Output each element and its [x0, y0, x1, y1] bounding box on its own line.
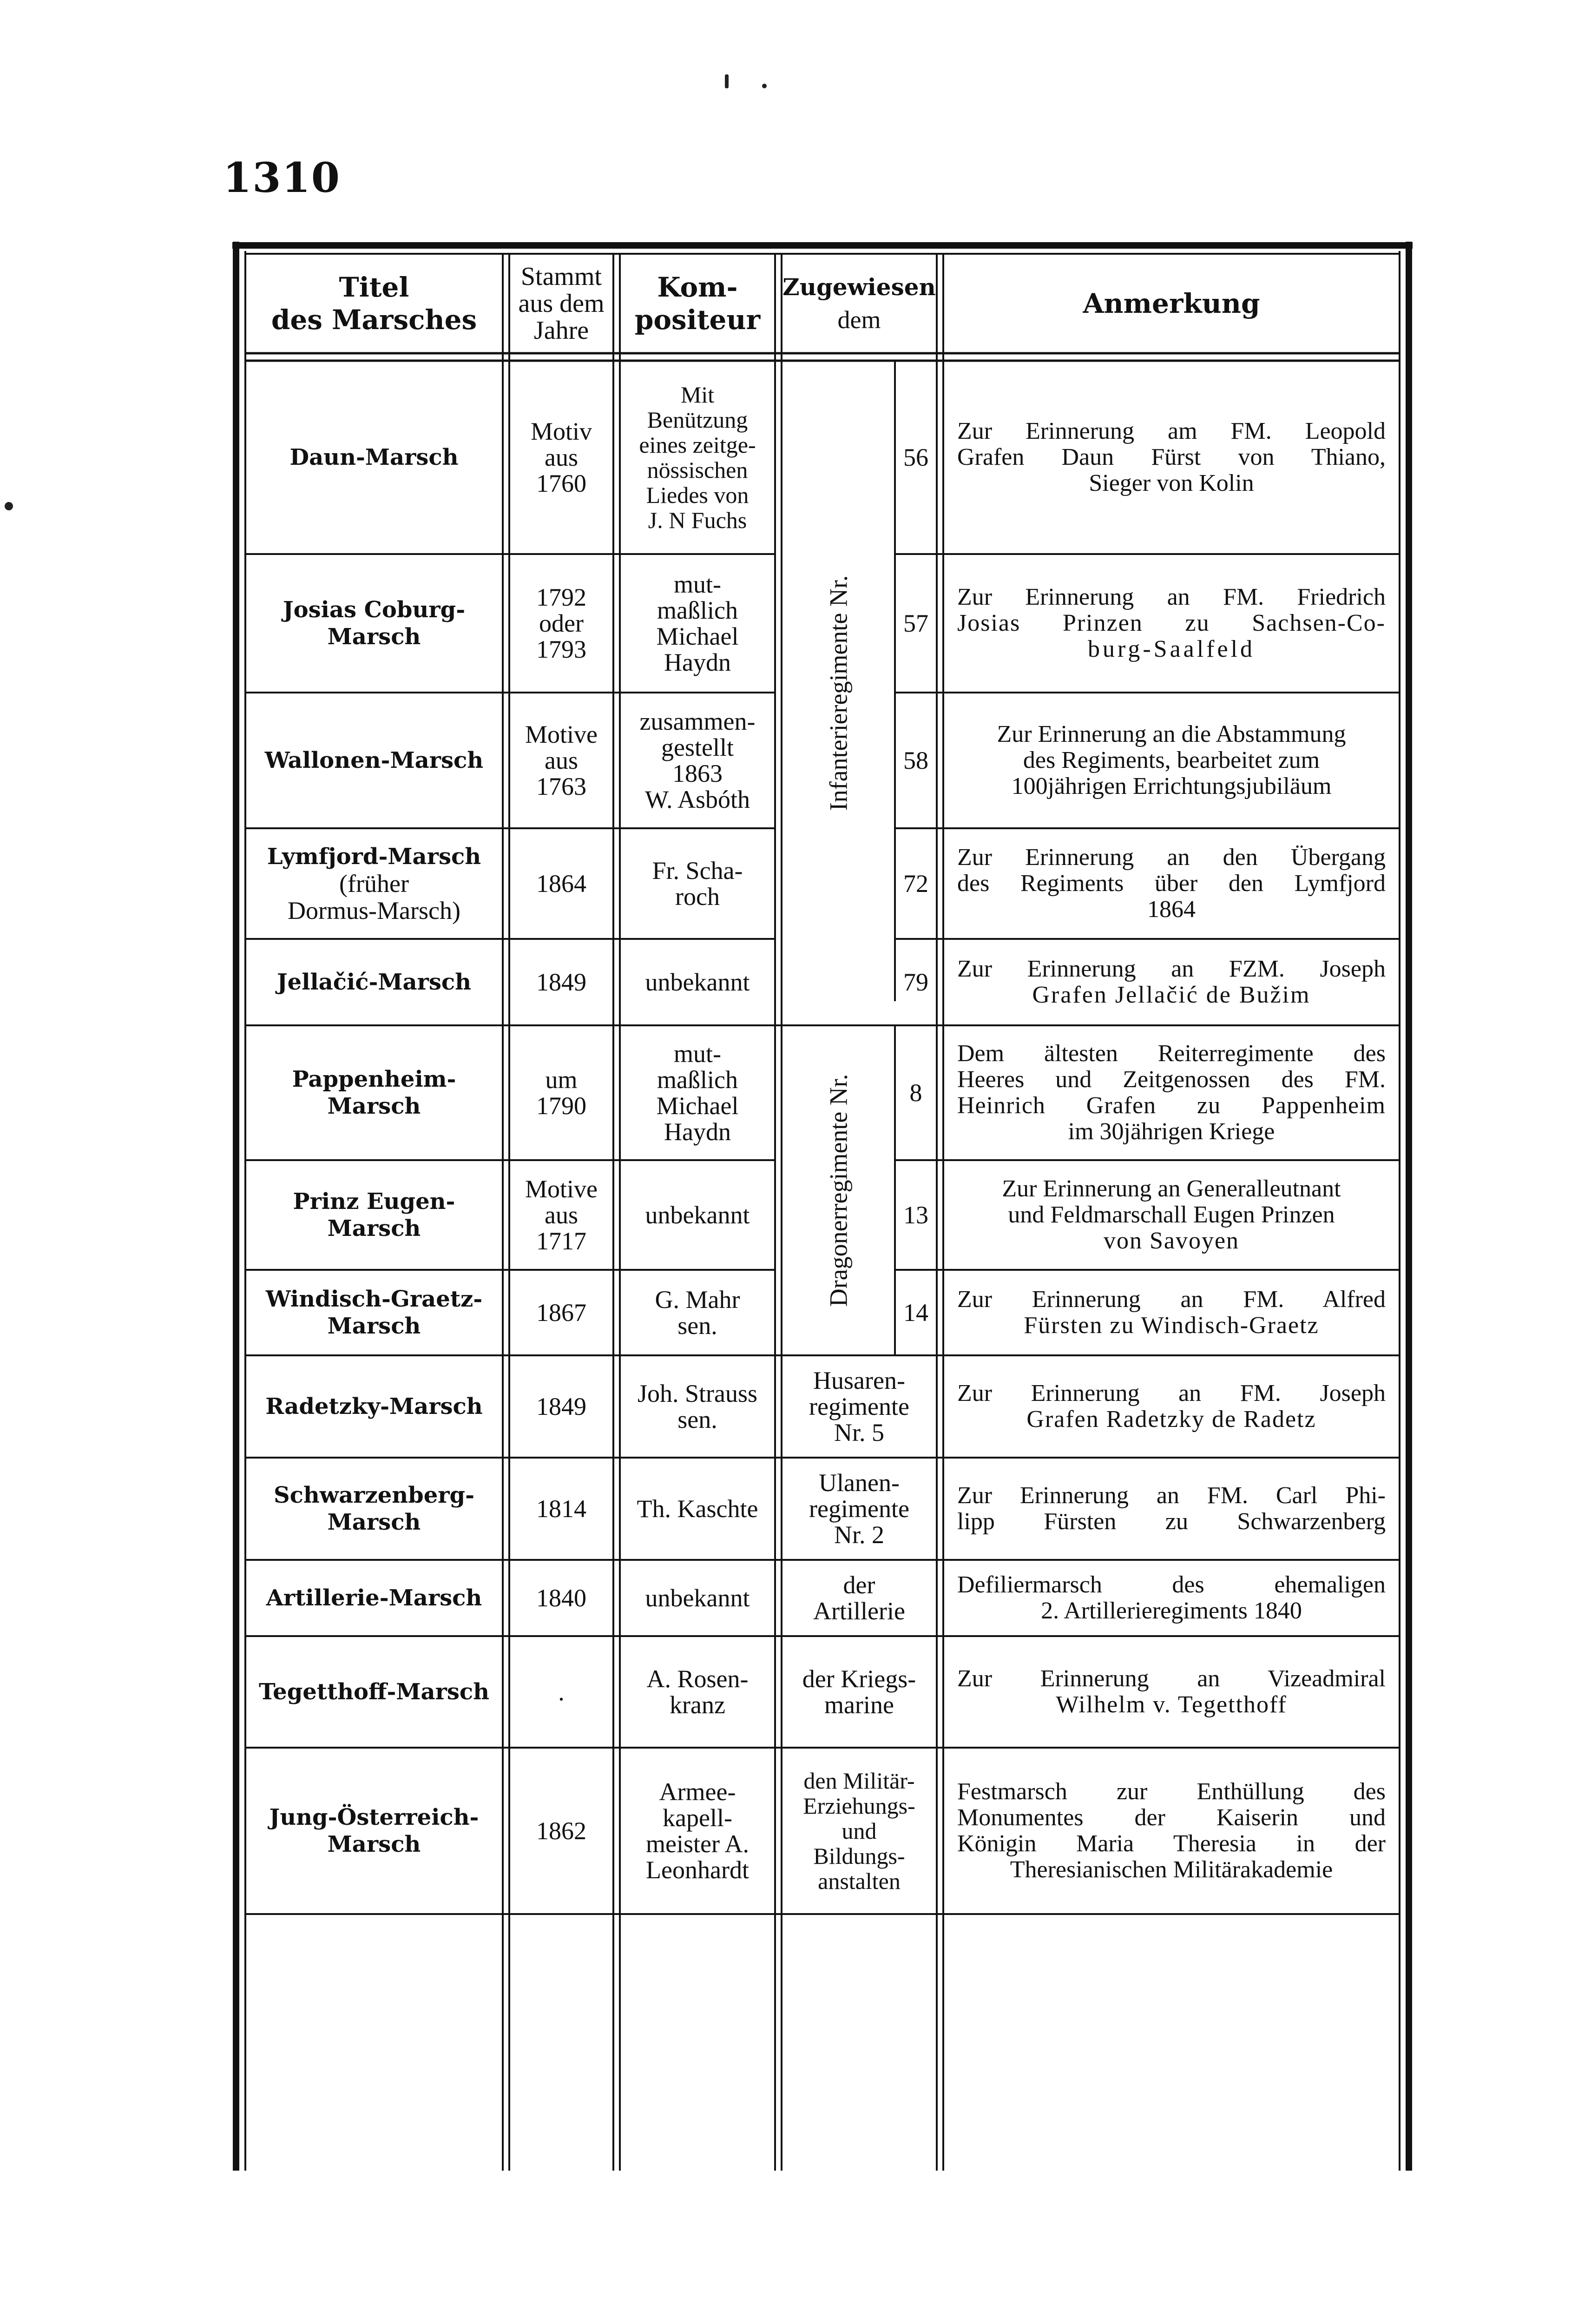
row-title-line: Windisch-Graetz-: [265, 1286, 483, 1312]
row-remark-line: Grafen Daun Fürst von Thiano,: [957, 444, 1386, 470]
header-title-line: des Marsches: [271, 304, 477, 336]
row-year-line: 1760: [536, 469, 586, 497]
row-composer-line: sen.: [677, 1406, 717, 1433]
row-year: [509, 554, 613, 693]
row-remark: [943, 1748, 1400, 1914]
row-year-line: 1793: [536, 635, 586, 663]
row-composer-line: mut-: [674, 570, 721, 598]
row-composer-line: A. Rosen-: [646, 1665, 749, 1693]
group-dragoon: [782, 1025, 895, 1355]
row-year: [509, 1560, 613, 1636]
row-composer-line: J. N Fuchs: [648, 507, 747, 533]
row-remark-line: des Regiments über den Lymfjord: [957, 870, 1386, 897]
row-remark-line: Dem ältesten Reiterregimente des: [957, 1040, 1386, 1067]
row-composer: [620, 1636, 775, 1748]
row-remark-line: des Regiments, bearbeitet zum: [1023, 747, 1320, 773]
row-remark-line: Heinrich Grafen zu Pappenheim: [957, 1092, 1386, 1119]
row-composer-line: eines zeitge-: [639, 432, 756, 458]
row-year-line: 1790: [536, 1092, 586, 1120]
row-year: [509, 361, 613, 554]
row-composer: [620, 554, 775, 693]
row-remark-line: Zur Erinnerung am FM. Leopold: [957, 418, 1386, 444]
row-remark-line: Zur Erinnerung an die Abstammung: [997, 721, 1346, 747]
row-remark: [943, 828, 1400, 939]
row-regiment-number: 8: [909, 1079, 922, 1107]
row-composer-line: Liedes von: [646, 482, 749, 508]
header-assigned: [782, 254, 937, 353]
row-year: [509, 1160, 613, 1270]
row-composer-line: Fr. Scha-: [652, 857, 743, 885]
row-year-line: oder: [539, 609, 584, 637]
row-composer: [620, 1270, 775, 1355]
row-title: [245, 1458, 503, 1560]
row-regiment-number: 56: [903, 443, 928, 471]
row-composer: [620, 1355, 775, 1458]
scan-speck: [5, 502, 13, 510]
header-composer-line: Kom-: [657, 271, 738, 303]
row-remark-line: 2. Artillerieregiments 1840: [1041, 1598, 1302, 1624]
row-composer-line: Michael: [656, 622, 739, 650]
header-year: [509, 254, 613, 353]
row-remark-line: von Savoyen: [1103, 1228, 1240, 1254]
row-composer-line: Haydn: [664, 1118, 731, 1146]
row-composer-line: unbekannt: [645, 1201, 750, 1229]
row-composer-line: Joh. Strauss: [637, 1380, 758, 1407]
row-title: [245, 1270, 503, 1355]
marches-table: [232, 242, 1413, 2171]
row-remark: [943, 1560, 1400, 1636]
row-title: [245, 1560, 503, 1636]
row-composer-line: Michael: [656, 1092, 739, 1120]
row-assigned-line: regimente: [809, 1495, 909, 1523]
row-assigned: [782, 1560, 937, 1636]
row-remark-line: Defiliermarsch des ehemaligen: [957, 1571, 1386, 1598]
row-composer-line: gestellt: [661, 733, 734, 761]
row-composer-line: 1863: [672, 759, 723, 787]
row-title-line: Prinz Eugen-: [293, 1188, 455, 1215]
header-composer: [620, 254, 775, 353]
row-composer-line: Haydn: [664, 648, 731, 676]
row-year-line: Motive: [525, 720, 598, 748]
row-remark-line: Zur Erinnerung an FM. Friedrich: [957, 584, 1386, 610]
row-regiment-number: 13: [903, 1201, 928, 1229]
row-year-line: 1717: [536, 1227, 586, 1255]
row-composer-line: maßlich: [657, 596, 738, 624]
row-composer: [620, 1560, 775, 1636]
row-remark: [943, 1160, 1400, 1270]
row-assigned-line: den Militär-: [803, 1768, 915, 1794]
row-remark: [943, 1636, 1400, 1748]
row-title-line: Wallonen-Marsch: [264, 747, 484, 773]
row-assigned-line: Bildungs-: [813, 1843, 905, 1869]
row-assigned-line: anstalten: [818, 1868, 901, 1894]
row-regiment-number: 14: [903, 1299, 928, 1327]
row-title: [245, 1160, 503, 1270]
row-year-line: 1862: [536, 1817, 586, 1845]
row-remark-line: Heeres und Zeitgenossen des FM.: [957, 1066, 1386, 1093]
row-composer-line: Benützung: [647, 407, 748, 433]
row-title-line: Radetzky-Marsch: [265, 1393, 483, 1419]
row-remark: [943, 939, 1400, 1025]
header-assigned-line: dem: [837, 306, 881, 334]
row-year-line: um: [545, 1066, 578, 1094]
row-composer-line: Armee-: [659, 1778, 736, 1806]
row-assigned-line: marine: [824, 1691, 894, 1719]
row-assigned: [782, 1636, 937, 1748]
row-regiment-number: 79: [903, 968, 928, 996]
row-year: [509, 1748, 613, 1914]
row-assigned-line: Nr. 5: [834, 1419, 884, 1446]
row-assigned-line: Artillerie: [813, 1597, 905, 1625]
row-remark: [943, 1270, 1400, 1355]
row-year: [509, 693, 613, 828]
row-title-line: Marsch: [327, 1093, 421, 1119]
row-year-line: 1792: [536, 583, 586, 611]
row-remark-line: Zur Erinnerung an Generalleutnant: [1002, 1175, 1341, 1202]
row-remark-line: Festmarsch zur Enthüllung des: [957, 1778, 1386, 1805]
row-composer-line: nössischen: [647, 457, 748, 483]
header-title-line: Titel: [339, 271, 409, 303]
row-composer-line: Th. Kaschte: [637, 1495, 758, 1523]
row-title-line: Tegetthoff-Marsch: [258, 1679, 490, 1705]
row-year-line: 1849: [536, 968, 586, 996]
row-assigned: [782, 1748, 937, 1914]
row-remark-line: Zur Erinnerung an Vizeadmiral: [957, 1665, 1386, 1692]
row-remark: [943, 554, 1400, 693]
row-year-line: 1763: [536, 772, 586, 800]
row-assigned-line: Ulanen-: [819, 1469, 900, 1497]
row-remark-line: Zur Erinnerung an FZM. Joseph: [957, 956, 1386, 982]
row-composer: [620, 1748, 775, 1914]
row-remark-line: Fürsten zu Windisch-Graetz: [1024, 1312, 1319, 1339]
row-title-line: Dormus-Marsch): [288, 897, 460, 924]
row-title-line: (früher: [339, 870, 409, 898]
row-year-line: Motive: [525, 1175, 598, 1203]
row-composer-line: mut-: [674, 1040, 721, 1068]
row-remark-line: Theresianischen Militärakademie: [1010, 1856, 1333, 1883]
header-year-line: aus dem: [518, 289, 605, 318]
header-title: [245, 254, 503, 353]
row-composer-line: maßlich: [657, 1066, 738, 1094]
scan-speck: [762, 84, 767, 88]
row-remark-line: Zur Erinnerung an FM. Carl Phi-: [957, 1482, 1386, 1509]
row-title-line: Marsch: [327, 1509, 421, 1535]
row-regiment-number: 57: [903, 609, 928, 637]
row-remark: [943, 1355, 1400, 1458]
row-remark-line: Königin Maria Theresia in der: [957, 1830, 1386, 1857]
header-remark-text: Anmerkung: [1083, 288, 1260, 319]
row-remark-line: Josias Prinzen zu Sachsen-Co-: [957, 610, 1386, 636]
row-year: [509, 1458, 613, 1560]
row-title: [245, 828, 503, 939]
row-title: [245, 361, 503, 554]
row-year-line: aus: [545, 1201, 578, 1229]
row-remark: [943, 1025, 1400, 1160]
row-title: [245, 939, 503, 1025]
row-composer-line: unbekannt: [645, 968, 750, 996]
row-composer-line: kapell-: [663, 1804, 732, 1832]
row-year-line: .: [558, 1678, 565, 1706]
scan-speck: [725, 74, 729, 88]
header-year-line: Jahre: [533, 316, 589, 345]
header-remark: [943, 254, 1400, 353]
row-remark-line: Grafen Jellačić de Bužim: [1032, 982, 1311, 1008]
row-composer-line: unbekannt: [645, 1584, 750, 1612]
row-remark-line: Grafen Radetzky de Radetz: [1026, 1406, 1316, 1433]
row-remark-line: Zur Erinnerung an FM. Joseph: [957, 1380, 1386, 1406]
row-year: [509, 1636, 613, 1748]
row-composer-line: sen.: [677, 1312, 717, 1340]
row-title: [245, 554, 503, 693]
row-title-line: Marsch: [327, 1831, 421, 1857]
row-title-line: Marsch: [327, 624, 421, 650]
row-assigned-line: Husaren-: [813, 1367, 905, 1394]
row-title-line: Josias Coburg-: [283, 597, 466, 623]
row-year-line: 1867: [536, 1299, 586, 1327]
group-infantry: [782, 361, 895, 1025]
row-composer: [620, 828, 775, 939]
row-year: [509, 1355, 613, 1458]
row-remark-line: 100jährigen Errichtungsjubiläum: [1011, 773, 1332, 799]
row-composer: [620, 361, 775, 554]
row-year-line: aus: [545, 443, 578, 471]
row-remark-line: 1864: [1147, 896, 1196, 923]
row-title-line: Marsch: [327, 1313, 421, 1339]
group-dragoon-label: Dragonerregimente Nr.: [824, 1074, 853, 1307]
row-title-line: Daun-Marsch: [289, 444, 459, 470]
row-composer: [620, 693, 775, 828]
row-remark-line: Sieger von Kolin: [1089, 470, 1254, 496]
row-regiment-number: 72: [903, 870, 928, 898]
row-composer-line: roch: [675, 883, 720, 911]
row-remark-line: Wilhelm v. Tegetthoff: [1056, 1691, 1287, 1718]
row-assigned: [782, 1458, 937, 1560]
header-composer-line: positeur: [634, 304, 761, 336]
row-remark: [943, 693, 1400, 828]
row-remark-line: Monumentes der Kaiserin und: [957, 1804, 1386, 1831]
row-year: [509, 939, 613, 1025]
row-remark: [943, 1458, 1400, 1560]
row-title-line: Pappenheim-: [292, 1066, 456, 1092]
row-assigned: [782, 1355, 937, 1458]
row-year-line: 1864: [536, 870, 586, 898]
row-remark-line: im 30jährigen Kriege: [1068, 1118, 1275, 1145]
group-infantry-label: Infanterieregimente Nr.: [824, 575, 853, 811]
row-composer-line: W. Asbóth: [644, 786, 750, 813]
header-assigned-line: Zugewiesen: [782, 273, 936, 301]
row-regiment-number: 58: [903, 746, 928, 774]
row-year-line: Motiv: [530, 417, 592, 445]
row-remark-line: burg-Saalfeld: [1087, 636, 1256, 662]
row-title-line: Jellačić-Marsch: [276, 969, 472, 995]
header-year-line: Stammt: [520, 262, 602, 291]
row-title: [245, 1748, 503, 1914]
row-title-line: Schwarzenberg-: [273, 1482, 475, 1508]
row-composer-line: Mit: [680, 382, 715, 408]
row-year-line: 1814: [536, 1495, 586, 1523]
row-year-line: 1849: [536, 1393, 586, 1420]
row-remark: [943, 361, 1400, 554]
row-remark-line: lipp Fürsten zu Schwarzenberg: [957, 1508, 1386, 1535]
row-title: [245, 1025, 503, 1160]
row-assigned-line: Nr. 2: [834, 1521, 884, 1549]
row-title-line: Marsch: [327, 1215, 421, 1241]
row-composer: [620, 1160, 775, 1270]
row-composer-line: G. Mahr: [655, 1286, 740, 1314]
row-title: [245, 693, 503, 828]
row-title: [245, 1636, 503, 1748]
page-number: 1310: [223, 153, 341, 202]
row-composer-line: meister A.: [646, 1830, 749, 1858]
row-assigned-line: Erziehungs-: [803, 1793, 915, 1819]
row-composer-line: zusammen-: [639, 707, 756, 735]
row-remark-line: und Feldmarschall Eugen Prinzen: [1008, 1202, 1335, 1228]
row-assigned-line: und: [842, 1818, 877, 1844]
row-composer: [620, 1025, 775, 1160]
row-year-line: aus: [545, 746, 578, 774]
row-remark-line: Zur Erinnerung an FM. Alfred: [957, 1286, 1386, 1313]
row-title-line: Jung-Österreich-: [269, 1804, 479, 1830]
row-title-line: Lymfjord-Marsch: [267, 844, 481, 870]
row-composer-line: Leonhardt: [646, 1856, 749, 1884]
row-remark-line: Zur Erinnerung an den Übergang: [957, 844, 1386, 871]
row-assigned-line: der: [843, 1571, 875, 1599]
row-year: [509, 1025, 613, 1160]
row-assigned-line: der Kriegs-: [802, 1665, 916, 1693]
row-year: [509, 1270, 613, 1355]
row-year: [509, 828, 613, 939]
row-year-line: 1840: [536, 1584, 586, 1612]
row-title: [245, 1355, 503, 1458]
row-composer: [620, 1458, 775, 1560]
row-title-line: Artillerie-Marsch: [266, 1585, 482, 1611]
row-composer: [620, 939, 775, 1025]
row-composer-line: kranz: [670, 1691, 725, 1719]
row-assigned-line: regimente: [809, 1393, 909, 1420]
